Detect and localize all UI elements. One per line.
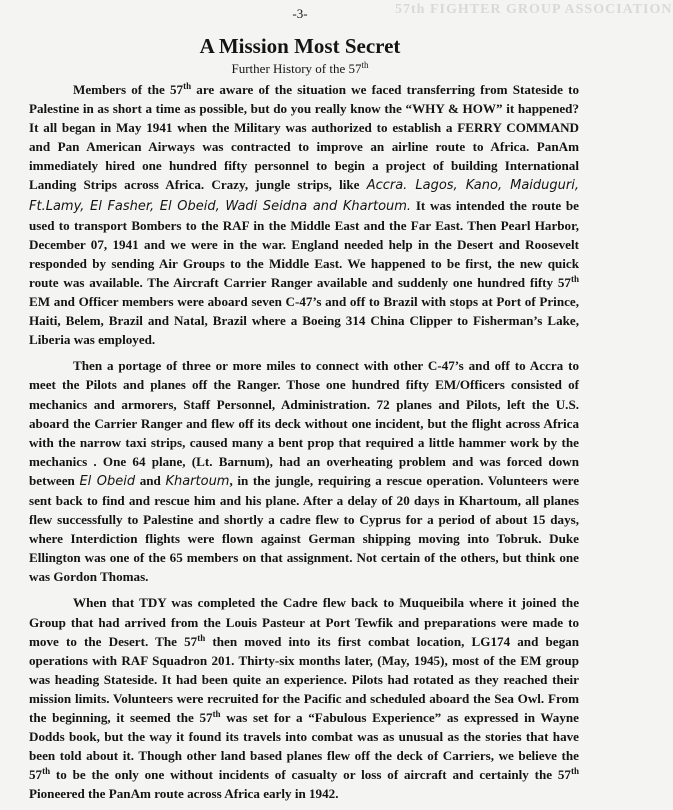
bleed-through-header: 57th FIGHTER GROUP ASSOCIATION	[395, 2, 673, 17]
paragraph-2: Then a portage of three or more miles to connect with other C-47’s and off to Accra to meet the Pilots and planes off the Ranger. Those one hundred fifty EM/Officers consisted of mechanics and armorers, Staff Personnel, Administration. 72 planes and Pilots, left the U.S. aboard the Carrier Ranger and flew off its deck without one incident, but the flight across Africa with the narrow taxi strips, caused many a bent prop that required a little hammer work by the mechanics . One 64 plane, (Lt. Barnum), had an overheating problem and was forced down between El Obeid and Khartoum, in the jungle, requiring a rescue operation. Volunteers were sent back to find and rescue him and his plane. After a delay of 20 days in Khartoum, all planes flew successfully to Palestine and shortly a cadre flew to Cyprus for a period of about 15 days, where Interdiction flights were flown against German shipping moving into Tobruk. Duke Ellington was one of the 65 members on that assignment. Not certain of the others, but think one was Gordon Thomas.	[29, 358, 580, 585]
handwritten-place-el-obeid: El Obeid	[79, 473, 136, 489]
article-body	[29, 80, 579, 810]
paragraph-3: When that TDY was completed the Cadre flew back to Muqueibila where it joined the Group that had arrived from the Louis Pasteur at Port Tewfik and preparations were made to move to the Desert. The 57th then moved into its first combat location, LG174 and began operations with RAF Squadron 201. Thirty-six months later, (May, 1945), most of the EM group was heading Stateside. It had been quite an experience. Pilots had rotated as they reached their mission limits. Volunteers were recruited for the Pacific and scheduled aboard the Sea Owl. From the beginning, it seemed the 57th was set for a “Fabulous Experience” as expressed in Wayne Dodds book, but the way it found its travels into combat was as unusual as the stories that have been told about it. Though other land based planes flew off the deck of Carriers, we believe the 57th to be the only one without incidents of casualty or loss of aircraft and certainly the 57th Pioneered the PanAm route across Africa early in 1942.	[29, 595, 579, 802]
article-title: A Mission Most Secret	[199, 34, 401, 58]
handwritten-place-list: Accra. Lagos, Kano, Maiduguri, Ft.Lamy, El Fasher, El Obeid, Wadi Seidna and Khartoum.	[29, 178, 579, 214]
page-number: -3-	[292, 6, 308, 21]
article-subtitle: Further History of the 57th	[231, 60, 369, 76]
handwritten-place-khartoum: Khartoum	[165, 473, 230, 489]
paragraph-1: Members of the 57th are aware of the situation we faced transferring from Stateside to Palestine in as short a time as possible, but do you really know the “WHY & HOW” it happened? It all began in May 1941 when the Military was authorized to establish a FERRY COMMAND and Pan American Airways was contracted to improve an airline route to Africa. PanAm immediately hired one hundred fifty personnel to begin a project of building International Landing Strips across Africa. Crazy, jungle strips, like Accra. Lagos, Kano, Maiduguri, Ft.Lamy, El Fasher, El Obeid, Wadi Seidna and Khartoum. It was intended the route be used to transport Bombers to the RAF in the Middle East and the Far East. Then Pearl Harbor, December 07, 1941 and we were in the war. England needed help in the Desert and Roosevelt responded by sending Air Groups to the Middle East. We happened to be first, the new quick route was available. The Aircraft Carrier Ranger available and suddenly one hundred fifty 57th EM and Officer members were aboard seven C-47’s and off to Brazil with stops at Port of Prince, Haiti, Belem, Brazil and Natal, Brazil where a Boeing 314 China Clipper to Fisherman’s Lake, Liberia was employed.	[29, 81, 579, 348]
